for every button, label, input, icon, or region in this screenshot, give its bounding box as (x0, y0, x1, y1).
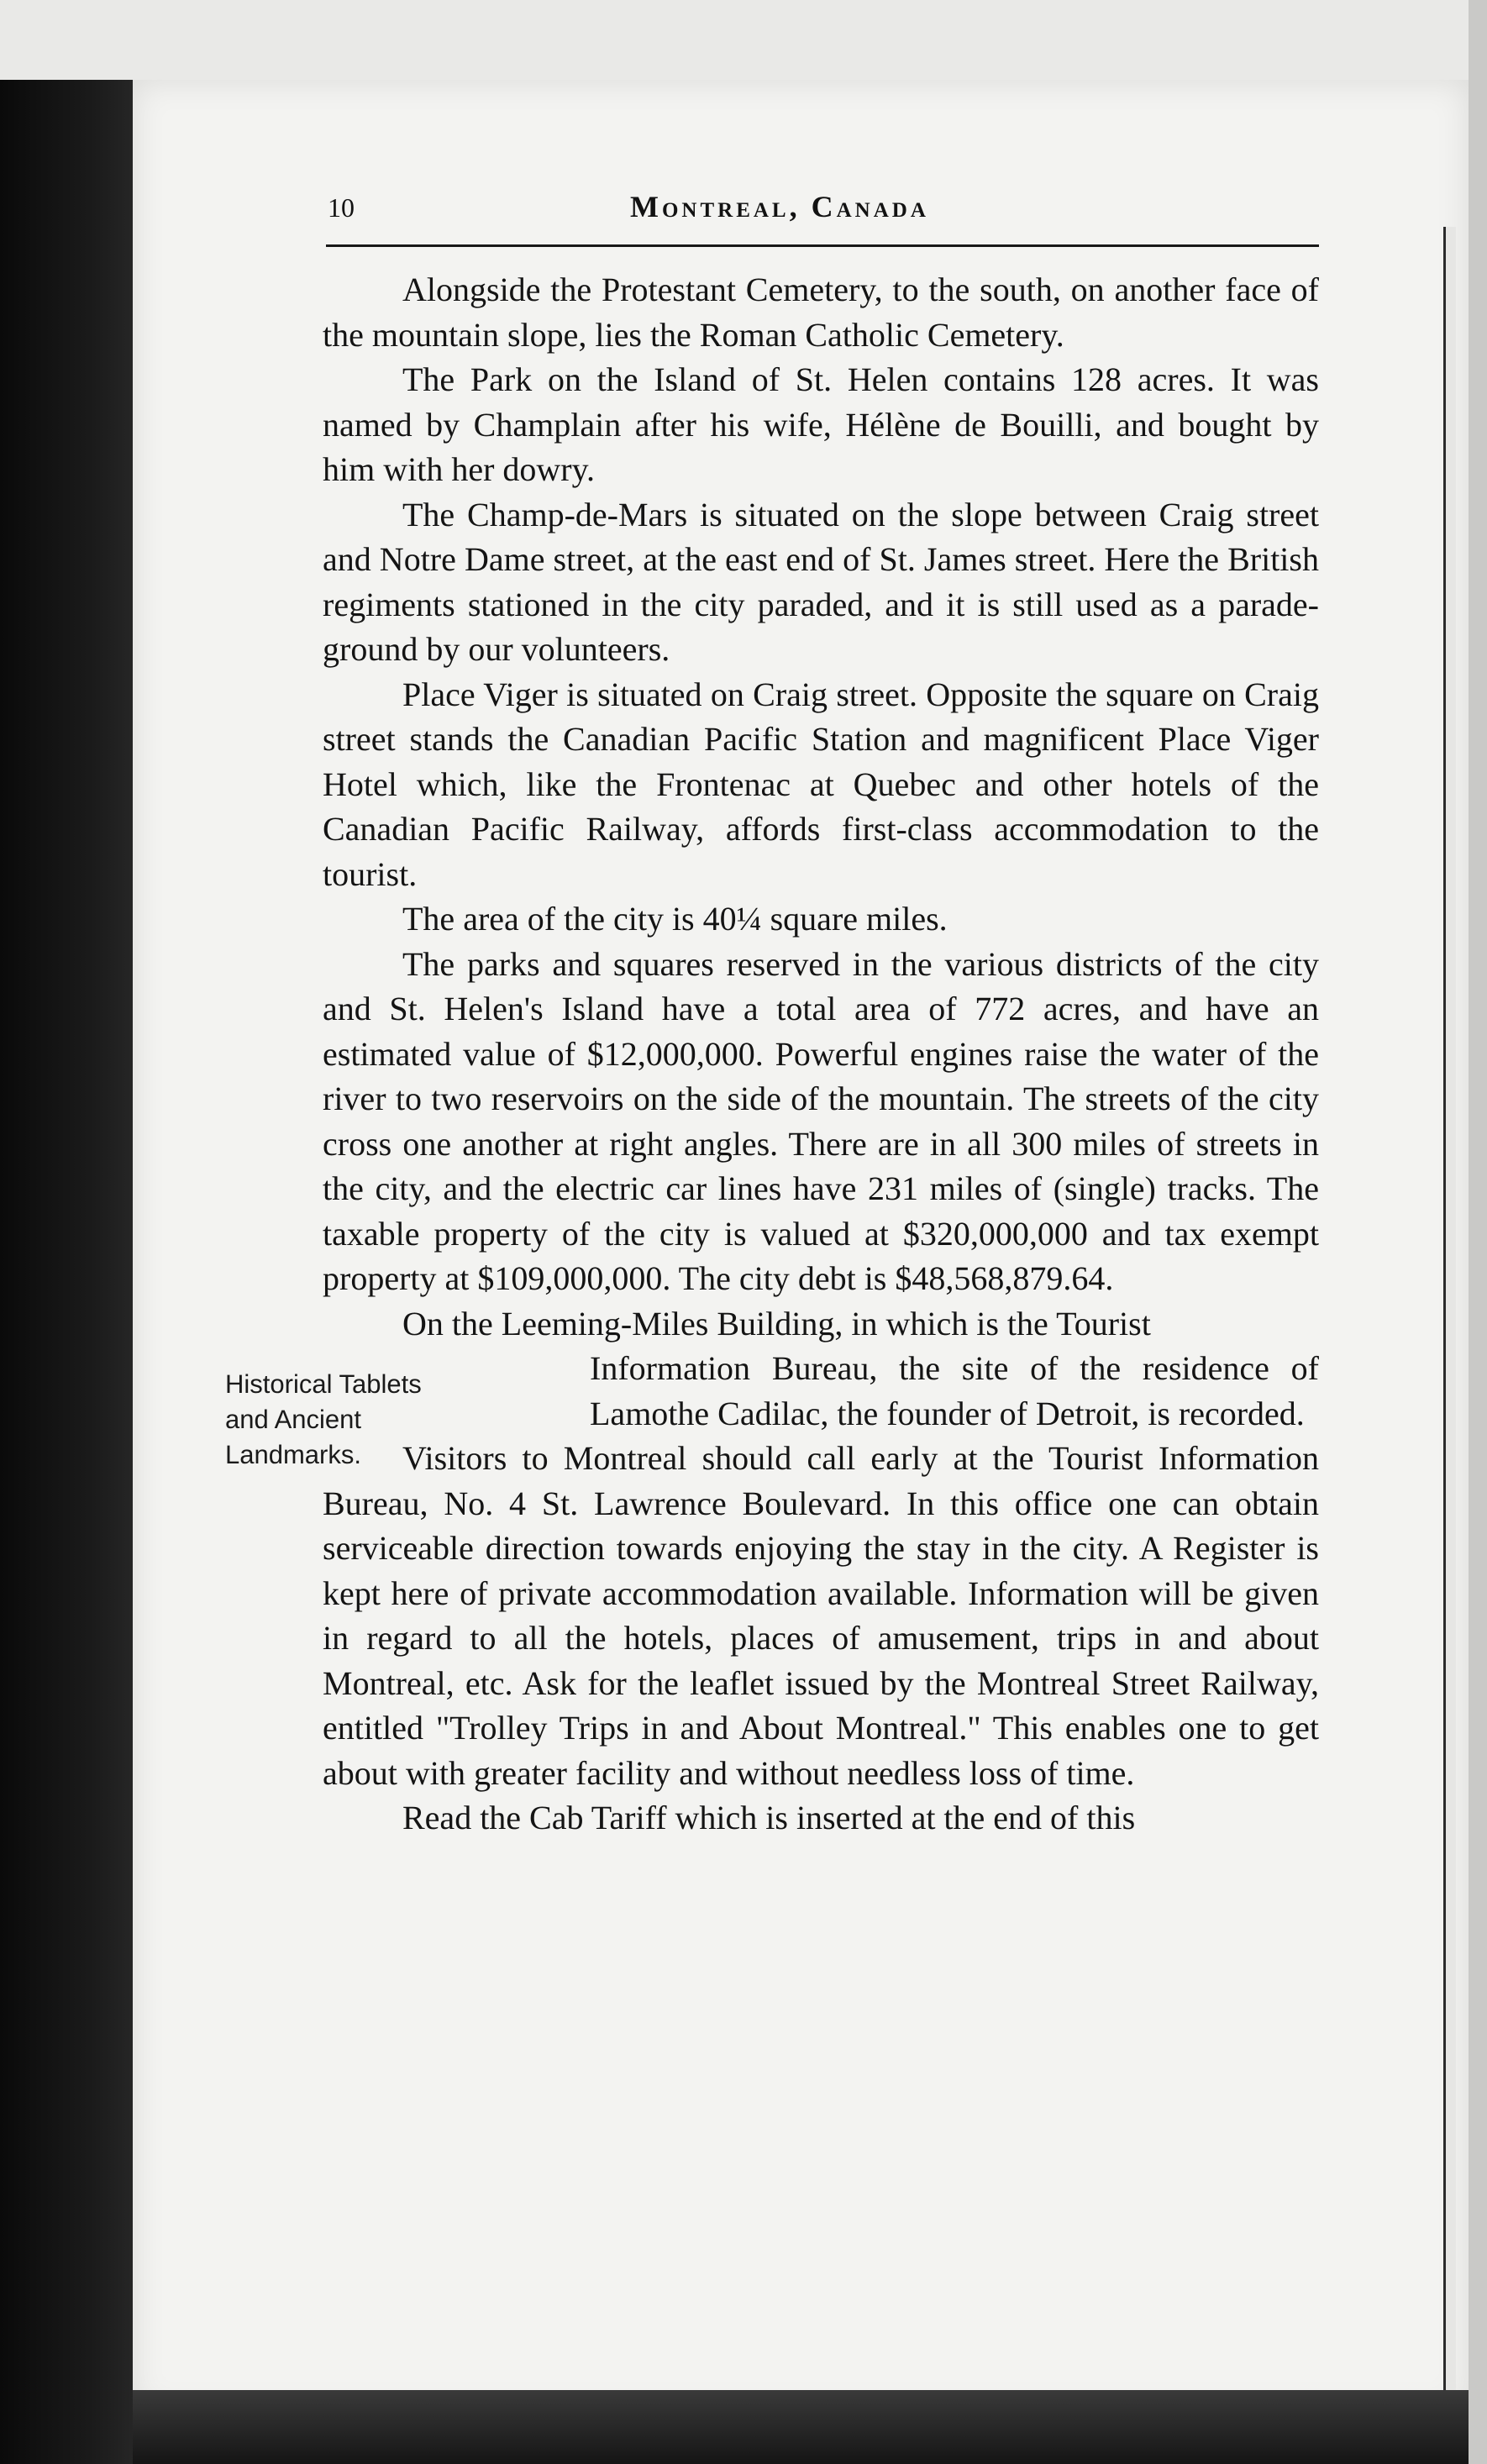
page-number: 10 (328, 192, 355, 223)
landmark-paragraph-inset: Information Bureau, the site of the residence of Lamothe Cadilac, the founder of Detroit, is recorded. (590, 1349, 1319, 1432)
landmark-paragraph (225, 1301, 1319, 1469)
paragraph: The Champ-de-Mars is situated on the slope between Craig street and Notre Dame street, at the east end of St. James street. Here the British regiments stationed in the city paraded, and it is still used as a parade-ground by our volunteers. (323, 495, 1319, 668)
running-head: Montreal, Canada (630, 190, 929, 223)
scan-right-margin (1469, 0, 1487, 2464)
paragraph: The parks and squares reserved in the various districts of the city and St. Helen's Island have a total area of 772 acres, and have an estimated value of $12,000,000. Powerful engines raise the water of the river to two reservoirs on the side of the mountain. The streets of the city cross one another at right angles. There are in all 300 miles of streets in the city, and the electric car lines have 231 miles of (single) tracks. The taxable property of the city is valued at $320,000,000 and tax exempt property at $109,000,000. The city debt is $48,568,879.64. (323, 944, 1319, 1297)
landmark-paragraph-first-line: On the Leeming-Miles Building, in which is the Tourist (402, 1304, 1151, 1342)
page-bottom-shadow (133, 2390, 1469, 2464)
paragraph: The Park on the Island of St. Helen contains 128 acres. It was named by Champlain after his wife, Hélène de Bouilli, and bought by him with her dowry. (323, 360, 1319, 488)
body-text (225, 267, 1319, 1841)
page-header (328, 189, 1319, 229)
scan-left-margin (0, 0, 134, 2464)
scan-top-margin (0, 0, 1487, 80)
header-rule (326, 244, 1319, 247)
side-note: Historical Tablets and Ancient Landmarks. (225, 1369, 422, 1469)
paragraph: Read the Cab Tariff which is inserted at the end of this (402, 1799, 1136, 1836)
page-edge (1443, 227, 1456, 2411)
paragraph: Alongside the Protestant Cemetery, to the south, on another face of the mountain slope, lies the Roman Catholic Cemetery. (323, 271, 1319, 354)
paragraph: Visitors to Montreal should call early at the Tourist Information Bureau, No. 4 St. Lawrence Boulevard. In this office one can obtain serviceable direction towards enjoying the stay in the city. A Register is kept here of private accommodation available. Information will be given in regard to all the hotels, places of amusement, trips in and about Montreal, etc. Ask for the leaflet issued by the Montreal Street Railway, entitled "Trolley Trips in and About Montreal." This enables one to get about with greater facility and without needless loss of time. (323, 1439, 1319, 1792)
paragraph: The area of the city is 40¼ square miles. (402, 900, 948, 938)
paragraph: Place Viger is situated on Craig street. Opposite the square on Craig street stands the Canadian Pacific Station and magnificent Place Viger Hotel which, like the Frontenac at Quebec and other hotels of the Canadian Pacific Railway, affords first-class accommodation to the tourist. (323, 675, 1319, 893)
